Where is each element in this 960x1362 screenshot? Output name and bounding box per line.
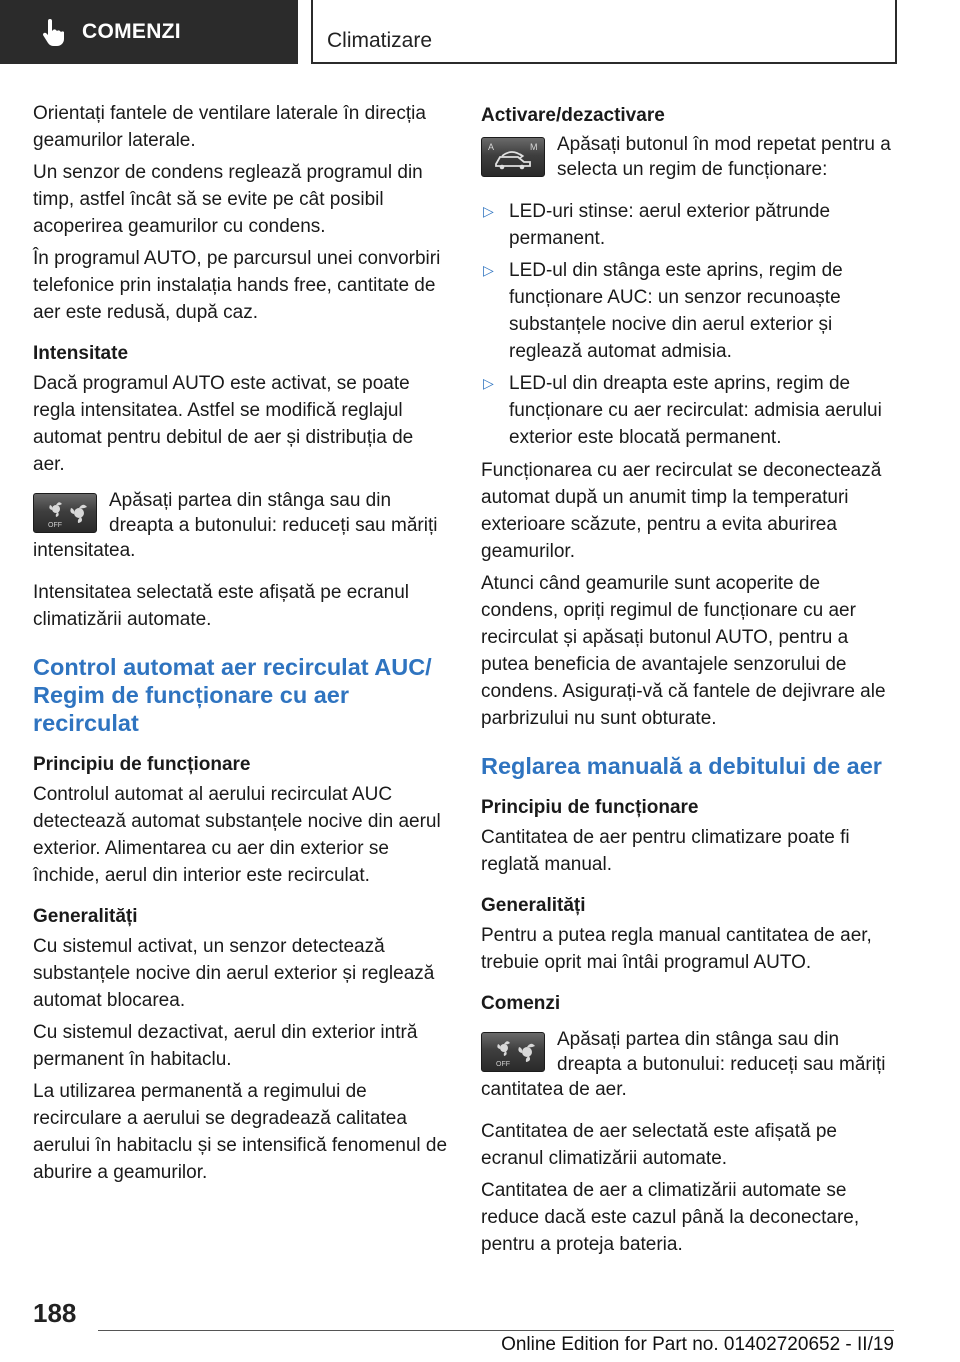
list-item: ▷ LED-uri stinse: aerul exterior pătrunde permanent. — [481, 198, 899, 252]
paragraph: Funcționarea cu aer recirculat se deconectează automat după un anumit timp la temperaturi exterioare scăzute, pentru a evita aburirea geamurilor. — [481, 460, 882, 562]
hand-pointer-icon — [38, 17, 68, 47]
car-recirculation-icon — [482, 138, 544, 176]
list-item: ▷ LED-ul din stânga este aprins, regim de funcționare AUC: un senzor recunoaște substanțele nocive din aerul exterior și reglează automat admisia. — [481, 257, 899, 365]
instruction-text: Apăsați butonul în mod repetat pentru a selecta un regim de funcționare: — [557, 134, 891, 180]
triangle-bullet-icon: ▷ — [483, 375, 494, 391]
chapter-title: Climatizare — [327, 29, 433, 52]
fan-button-image — [33, 493, 97, 533]
button-instruction — [481, 132, 899, 182]
triangle-bullet-icon: ▷ — [483, 262, 494, 278]
paragraph: Atunci când geamurile sunt acoperite de condens, opriți regimul de funcționare cu aer recirculat și apăsați butonul AUTO, pentru a putea beneficia de avantajele senzorului de condens. Asigurați-vă că fantele de dejivrare ale parbrizului nu sunt obturate. — [481, 573, 886, 729]
paragraph: Dacă programul AUTO este activat, se poate regla intensitatea. Astfel se modifică reglajul automat pentru debitul de aer și distribuția de aer. — [33, 373, 414, 475]
subheading-activate: Activare/dezactivare — [481, 105, 665, 126]
svg-text:A: A — [488, 142, 495, 152]
mode-list — [481, 198, 899, 451]
instruction-text: Apăsați partea din stânga sau din dreapta a butonului: reduceți sau măriți cantitatea de aer. — [481, 1029, 886, 1100]
page-header — [0, 0, 960, 66]
paragraph: Controlul automat al aerului recirculat AUC detectează automat substanțele nocive din aerul exterior. Alimentarea cu aer din exterior se închide, aerul din interior este recirculat. — [33, 784, 441, 886]
list-item: ▷ LED-ul din dreapta este aprins, regim de funcționare cu aer recirculat: admisia aerului exterior este blocată permanent. — [481, 370, 899, 451]
current-chapter-tab[interactable] — [311, 0, 897, 64]
subheading-principle: Principiu de funcționare — [33, 754, 251, 775]
paragraph: Cantitatea de aer pentru climatizare poate fi reglată manual. — [481, 827, 850, 875]
paragraph: Intensitatea selectată este afișată pe ecranul climatizării automate. — [33, 582, 410, 630]
paragraph: Orientați fantele de ventilare laterale în direcția geamurilor laterale. — [33, 103, 426, 151]
fan-button-image — [481, 1032, 545, 1072]
subheading-general: Generalități — [33, 906, 138, 927]
instruction-text: Apăsați partea din stânga sau din dreapta a butonului: reduceți sau măriți intensitatea. — [33, 490, 438, 561]
paragraph: Cu sistemul activat, un senzor detectează substanțele nocive din aerul exterior și reglează automat blocarea. — [33, 936, 435, 1011]
right-column — [481, 100, 899, 1263]
section-tab-controls[interactable] — [0, 0, 298, 64]
fan-icon — [34, 494, 96, 532]
section-tab-label: COMENZI — [82, 20, 181, 43]
paragraph: Cantitatea de aer a climatizării automate se reduce dacă este cazul până la deconectare, pentru a proteja bateria. — [481, 1180, 860, 1255]
paragraph: Cantitatea de aer selectată este afișată pe ecranul climatizării automate. — [481, 1121, 837, 1169]
triangle-bullet-icon: ▷ — [483, 203, 494, 219]
subheading-general: Generalități — [481, 895, 586, 916]
button-instruction — [481, 1027, 899, 1102]
edition-footer: Online Edition for Part no. 01402720652 - II/19 — [501, 1334, 894, 1355]
paragraph: La utilizarea permanentă a regimului de recirculare a aerului se degradează calitatea aerului în habitaclu și se intensifică fenomenul de aburire a geamurilor. — [33, 1081, 448, 1183]
left-column — [33, 100, 448, 1191]
paragraph: Un senzor de condens reglează programul din timp, astfel încât să se evite pe cât posibil acoperirea geamurilor cu condens. — [33, 162, 423, 237]
paragraph: În programul AUTO, pe parcursul unei convorbiri telefonice prin instalația hands free, cantitate de aer este redusă, după caz. — [33, 248, 441, 323]
fan-icon — [482, 1033, 544, 1071]
subheading-intensity: Intensitate — [33, 343, 129, 364]
section-heading-auc: Control automat aer recirculat AUC/ Regim de funcționare cu aer recirculat — [33, 654, 432, 736]
svg-text:M: M — [530, 142, 538, 152]
footer-divider — [98, 1330, 894, 1331]
subheading-controls: Comenzi — [481, 993, 561, 1014]
button-instruction — [33, 488, 448, 563]
recirculation-button-image — [481, 137, 545, 177]
svg-text:OFF: OFF — [496, 1061, 510, 1068]
paragraph: Cu sistemul dezactivat, aerul din exterior intră permanent în habitaclu. — [33, 1022, 418, 1070]
paragraph: Pentru a putea regla manual cantitatea de aer, trebuie oprit mai întâi programul AUTO. — [481, 925, 872, 973]
page-number: 188 — [33, 1298, 77, 1328]
section-heading-manual: Reglarea manuală a debitului de aer — [481, 753, 882, 779]
subheading-principle: Principiu de funcționare — [481, 797, 699, 818]
svg-text:OFF: OFF — [48, 522, 62, 529]
